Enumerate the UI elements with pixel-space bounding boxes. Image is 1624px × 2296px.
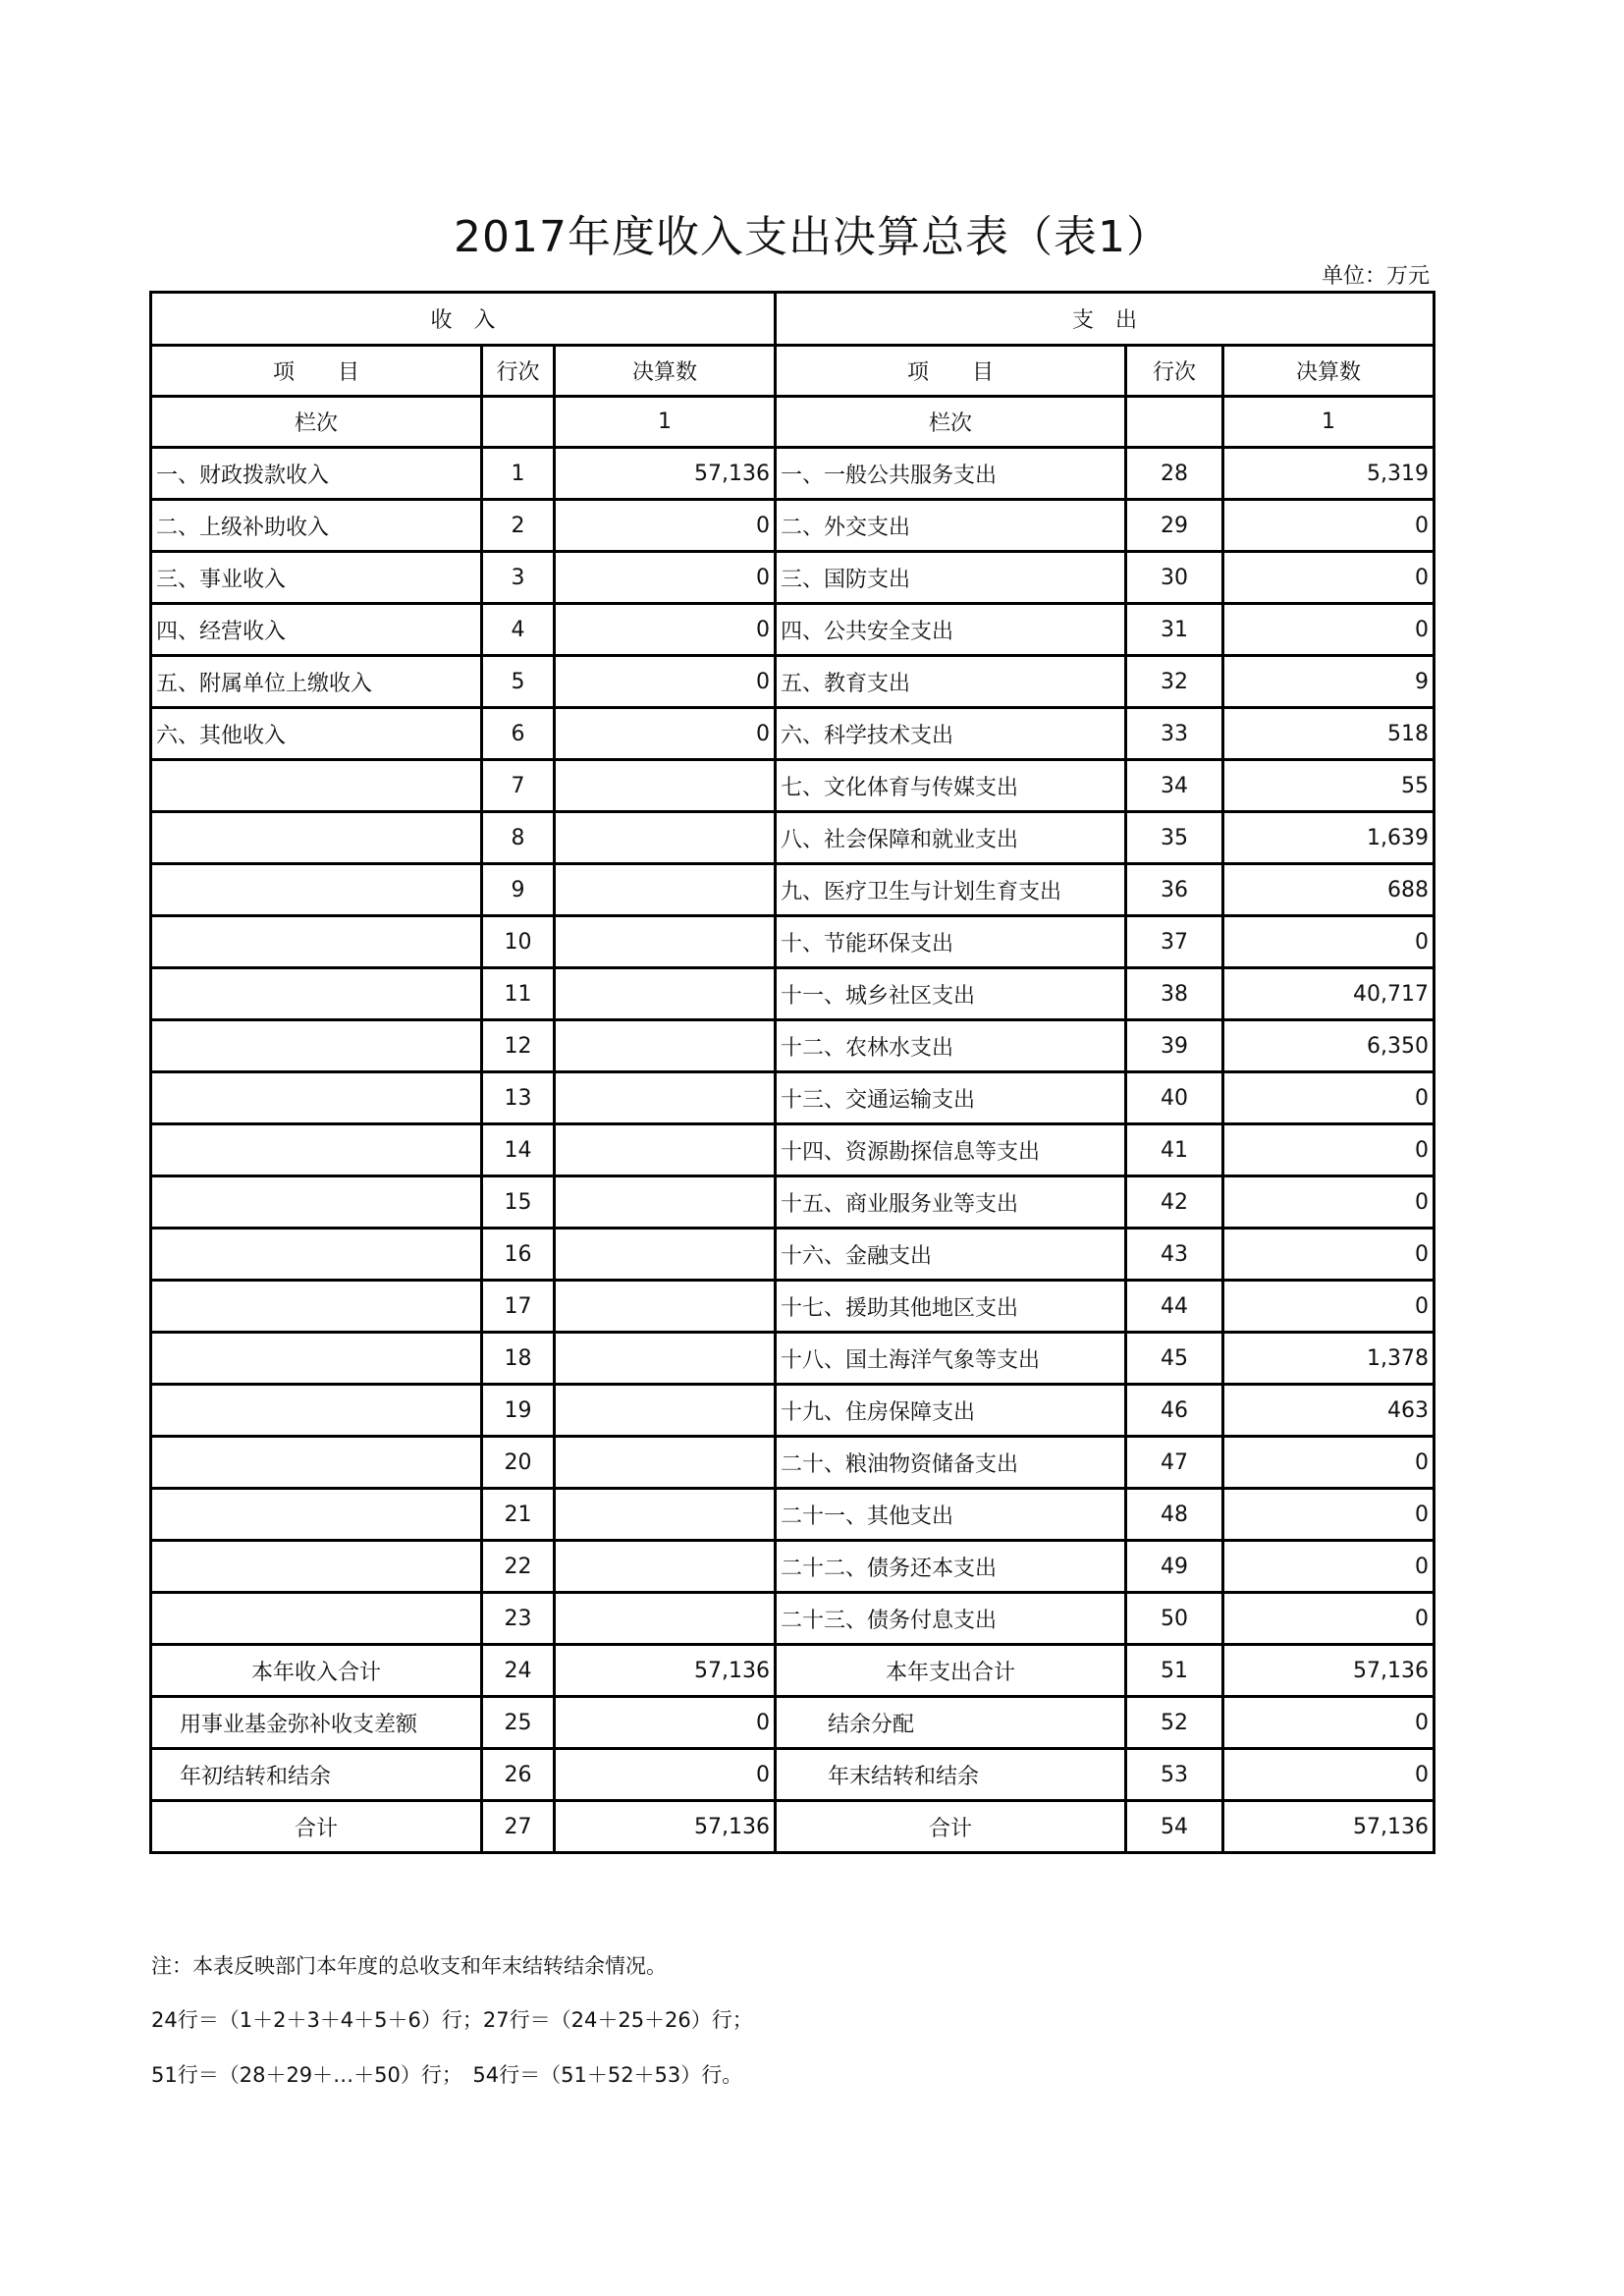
expense-row-no: 53 — [1126, 1749, 1223, 1801]
income-row-no: 27 — [482, 1801, 555, 1853]
expense-col-blank — [1126, 397, 1223, 448]
income-item — [151, 1489, 482, 1541]
expense-row-no: 31 — [1126, 604, 1223, 656]
income-amount — [555, 864, 776, 916]
table-row — [151, 1645, 1435, 1697]
expense-item: 十六、金融支出 — [776, 1229, 1126, 1281]
income-amount: 57,136 — [555, 1645, 776, 1697]
table-row — [151, 1072, 1435, 1124]
income-rowno-header: 行次 — [482, 346, 555, 397]
income-col-no: 1 — [555, 397, 776, 448]
expense-item: 年末结转和结余 — [776, 1749, 1126, 1801]
expense-item: 十二、农林水支出 — [776, 1020, 1126, 1072]
income-item: 合计 — [151, 1801, 482, 1853]
column-index-row — [151, 397, 1435, 448]
income-item: 五、附属单位上缴收入 — [151, 656, 482, 708]
expense-item: 十八、国土海洋气象等支出 — [776, 1333, 1126, 1385]
table-row — [151, 708, 1435, 760]
expense-amount: 5,319 — [1223, 448, 1435, 500]
expense-row-no: 36 — [1126, 864, 1223, 916]
income-amount — [555, 1437, 776, 1489]
income-item — [151, 864, 482, 916]
expense-item: 七、文化体育与传媒支出 — [776, 760, 1126, 812]
expense-item: 结余分配 — [776, 1697, 1126, 1749]
expense-amount: 0 — [1223, 1593, 1435, 1645]
table-row — [151, 1541, 1435, 1593]
expense-row-no: 41 — [1126, 1124, 1223, 1176]
expense-item: 五、教育支出 — [776, 656, 1126, 708]
income-expense-table — [149, 291, 1435, 1854]
expense-item: 二十二、债务还本支出 — [776, 1541, 1126, 1593]
income-amount — [555, 968, 776, 1020]
expense-amount: 9 — [1223, 656, 1435, 708]
income-item — [151, 1020, 482, 1072]
income-amount: 57,136 — [555, 448, 776, 500]
income-amount — [555, 1489, 776, 1541]
expense-amount: 57,136 — [1223, 1801, 1435, 1853]
income-row-no: 21 — [482, 1489, 555, 1541]
income-row-no: 11 — [482, 968, 555, 1020]
expense-item: 十四、资源勘探信息等支出 — [776, 1124, 1126, 1176]
income-item — [151, 1072, 482, 1124]
expense-row-no: 28 — [1126, 448, 1223, 500]
expense-amount: 0 — [1223, 1697, 1435, 1749]
expense-row-no: 42 — [1126, 1176, 1223, 1229]
income-row-no: 26 — [482, 1749, 555, 1801]
expense-amount: 0 — [1223, 1489, 1435, 1541]
income-amount — [555, 1385, 776, 1437]
table-row — [151, 448, 1435, 500]
table-row — [151, 1333, 1435, 1385]
expense-item: 二十、粮油物资储备支出 — [776, 1437, 1126, 1489]
income-amount — [555, 1229, 776, 1281]
income-item — [151, 1281, 482, 1333]
table-row — [151, 760, 1435, 812]
income-row-no: 4 — [482, 604, 555, 656]
expense-item: 三、国防支出 — [776, 552, 1126, 604]
income-row-no: 5 — [482, 656, 555, 708]
income-amount — [555, 1593, 776, 1645]
expense-row-no: 43 — [1126, 1229, 1223, 1281]
expense-amount: 0 — [1223, 604, 1435, 656]
table-row — [151, 864, 1435, 916]
income-amount-header: 决算数 — [555, 346, 776, 397]
income-item: 二、上级补助收入 — [151, 500, 482, 552]
table-row — [151, 1801, 1435, 1853]
income-row-no: 9 — [482, 864, 555, 916]
income-item: 用事业基金弥补收支差额 — [151, 1697, 482, 1749]
expense-item: 十一、城乡社区支出 — [776, 968, 1126, 1020]
income-amount: 57,136 — [555, 1801, 776, 1853]
table-row — [151, 1281, 1435, 1333]
income-row-no: 20 — [482, 1437, 555, 1489]
income-row-no: 24 — [482, 1645, 555, 1697]
income-row-no: 6 — [482, 708, 555, 760]
income-item — [151, 760, 482, 812]
income-row-no: 12 — [482, 1020, 555, 1072]
expense-amount: 518 — [1223, 708, 1435, 760]
table-row — [151, 1176, 1435, 1229]
expense-amount: 0 — [1223, 916, 1435, 968]
income-row-no: 7 — [482, 760, 555, 812]
column-header-row — [151, 346, 1435, 397]
income-item: 本年收入合计 — [151, 1645, 482, 1697]
income-row-no: 13 — [482, 1072, 555, 1124]
expense-item: 九、医疗卫生与计划生育支出 — [776, 864, 1126, 916]
income-row-no: 23 — [482, 1593, 555, 1645]
expense-row-no: 38 — [1126, 968, 1223, 1020]
income-row-no: 17 — [482, 1281, 555, 1333]
expense-item: 二十三、债务付息支出 — [776, 1593, 1126, 1645]
income-amount: 0 — [555, 1749, 776, 1801]
income-item: 六、其他收入 — [151, 708, 482, 760]
income-item: 三、事业收入 — [151, 552, 482, 604]
expense-amount: 1,378 — [1223, 1333, 1435, 1385]
expense-amount: 0 — [1223, 1124, 1435, 1176]
income-amount — [555, 812, 776, 864]
table-row — [151, 1749, 1435, 1801]
expense-amount: 40,717 — [1223, 968, 1435, 1020]
section-header-row — [151, 293, 1435, 346]
income-row-no: 14 — [482, 1124, 555, 1176]
income-item — [151, 812, 482, 864]
expense-amount: 6,350 — [1223, 1020, 1435, 1072]
income-item — [151, 1541, 482, 1593]
income-row-no: 8 — [482, 812, 555, 864]
income-row-no: 10 — [482, 916, 555, 968]
income-amount: 0 — [555, 1697, 776, 1749]
expense-item: 二、外交支出 — [776, 500, 1126, 552]
expense-col-no: 1 — [1223, 397, 1435, 448]
expense-item: 十五、商业服务业等支出 — [776, 1176, 1126, 1229]
income-amount — [555, 1333, 776, 1385]
expense-amount: 0 — [1223, 1072, 1435, 1124]
income-item — [151, 1124, 482, 1176]
table-row — [151, 1489, 1435, 1541]
income-amount: 0 — [555, 604, 776, 656]
table-row — [151, 500, 1435, 552]
expense-item: 十七、援助其他地区支出 — [776, 1281, 1126, 1333]
expense-col-label: 栏次 — [776, 397, 1126, 448]
expense-amount: 0 — [1223, 1749, 1435, 1801]
expense-item: 六、科学技术支出 — [776, 708, 1126, 760]
income-item-header: 项 目 — [151, 346, 482, 397]
expense-amount: 0 — [1223, 500, 1435, 552]
income-row-no: 3 — [482, 552, 555, 604]
expense-item: 本年支出合计 — [776, 1645, 1126, 1697]
income-amount — [555, 760, 776, 812]
income-item: 年初结转和结余 — [151, 1749, 482, 1801]
expense-row-no: 47 — [1126, 1437, 1223, 1489]
expense-amount: 0 — [1223, 1281, 1435, 1333]
income-row-no: 2 — [482, 500, 555, 552]
expense-item: 十三、交通运输支出 — [776, 1072, 1126, 1124]
expense-item: 一、一般公共服务支出 — [776, 448, 1126, 500]
income-amount — [555, 1541, 776, 1593]
income-row-no: 25 — [482, 1697, 555, 1749]
expense-amount-header: 决算数 — [1223, 346, 1435, 397]
expense-amount: 688 — [1223, 864, 1435, 916]
income-amount — [555, 1072, 776, 1124]
expense-row-no: 49 — [1126, 1541, 1223, 1593]
table-row — [151, 1124, 1435, 1176]
expense-amount: 0 — [1223, 1229, 1435, 1281]
expense-amount: 0 — [1223, 552, 1435, 604]
expense-item: 十九、住房保障支出 — [776, 1385, 1126, 1437]
expense-row-no: 48 — [1126, 1489, 1223, 1541]
expense-item: 二十一、其他支出 — [776, 1489, 1126, 1541]
table-row — [151, 1593, 1435, 1645]
expense-amount: 0 — [1223, 1541, 1435, 1593]
expense-amount: 0 — [1223, 1176, 1435, 1229]
income-row-no: 15 — [482, 1176, 555, 1229]
income-amount — [555, 1124, 776, 1176]
expense-row-no: 37 — [1126, 916, 1223, 968]
table-row — [151, 1697, 1435, 1749]
income-row-no: 16 — [482, 1229, 555, 1281]
table-row — [151, 1437, 1435, 1489]
table-row — [151, 1229, 1435, 1281]
expense-amount: 1,639 — [1223, 812, 1435, 864]
table-row — [151, 812, 1435, 864]
expense-amount: 57,136 — [1223, 1645, 1435, 1697]
expense-row-no: 40 — [1126, 1072, 1223, 1124]
table-row — [151, 968, 1435, 1020]
income-row-no: 18 — [482, 1333, 555, 1385]
expense-row-no: 35 — [1126, 812, 1223, 864]
income-amount — [555, 1281, 776, 1333]
income-item — [151, 1333, 482, 1385]
expense-header: 支 出 — [776, 293, 1435, 346]
page-title: 2017年度收入支出决算总表（表1） — [454, 212, 1170, 262]
expense-row-no: 32 — [1126, 656, 1223, 708]
table-row — [151, 552, 1435, 604]
expense-row-no: 54 — [1126, 1801, 1223, 1853]
expense-item-header: 项 目 — [776, 346, 1126, 397]
expense-row-no: 50 — [1126, 1593, 1223, 1645]
expense-row-no: 52 — [1126, 1697, 1223, 1749]
note-line: 51行＝（28＋29＋…＋50）行； 54行＝（51＋52＋53）行。 — [151, 2063, 743, 2087]
expense-amount: 55 — [1223, 760, 1435, 812]
note-line: 注：本表反映部门本年度的总收支和年末结转结余情况。 — [151, 1954, 667, 1978]
income-item — [151, 968, 482, 1020]
income-amount — [555, 1176, 776, 1229]
income-item — [151, 1593, 482, 1645]
expense-rowno-header: 行次 — [1126, 346, 1223, 397]
income-item — [151, 1176, 482, 1229]
note-line: 24行＝（1＋2＋3＋4＋5＋6）行；27行＝（24＋25＋26）行； — [151, 2008, 753, 2032]
expense-row-no: 33 — [1126, 708, 1223, 760]
expense-row-no: 51 — [1126, 1645, 1223, 1697]
income-header: 收 入 — [151, 293, 776, 346]
expense-row-no: 30 — [1126, 552, 1223, 604]
income-amount: 0 — [555, 656, 776, 708]
expense-row-no: 29 — [1126, 500, 1223, 552]
expense-row-no: 34 — [1126, 760, 1223, 812]
expense-amount: 0 — [1223, 1437, 1435, 1489]
expense-row-no: 46 — [1126, 1385, 1223, 1437]
income-item — [151, 1437, 482, 1489]
expense-row-no: 45 — [1126, 1333, 1223, 1385]
expense-item: 十、节能环保支出 — [776, 916, 1126, 968]
income-row-no: 22 — [482, 1541, 555, 1593]
income-row-no: 1 — [482, 448, 555, 500]
income-item — [151, 1229, 482, 1281]
income-row-no: 19 — [482, 1385, 555, 1437]
income-col-label: 栏次 — [151, 397, 482, 448]
table-row — [151, 1385, 1435, 1437]
expense-amount: 463 — [1223, 1385, 1435, 1437]
income-item — [151, 1385, 482, 1437]
expense-item: 八、社会保障和就业支出 — [776, 812, 1126, 864]
unit-label: 单位：万元 — [1321, 264, 1430, 289]
income-amount: 0 — [555, 500, 776, 552]
table-row — [151, 1020, 1435, 1072]
table-row — [151, 656, 1435, 708]
income-amount — [555, 916, 776, 968]
income-item — [151, 916, 482, 968]
expense-row-no: 44 — [1126, 1281, 1223, 1333]
income-item: 一、财政拨款收入 — [151, 448, 482, 500]
income-item: 四、经营收入 — [151, 604, 482, 656]
expense-row-no: 39 — [1126, 1020, 1223, 1072]
income-amount — [555, 1020, 776, 1072]
table-row — [151, 604, 1435, 656]
income-amount: 0 — [555, 708, 776, 760]
income-amount: 0 — [555, 552, 776, 604]
expense-item: 四、公共安全支出 — [776, 604, 1126, 656]
table-row — [151, 916, 1435, 968]
expense-item: 合计 — [776, 1801, 1126, 1853]
income-col-blank — [482, 397, 555, 448]
